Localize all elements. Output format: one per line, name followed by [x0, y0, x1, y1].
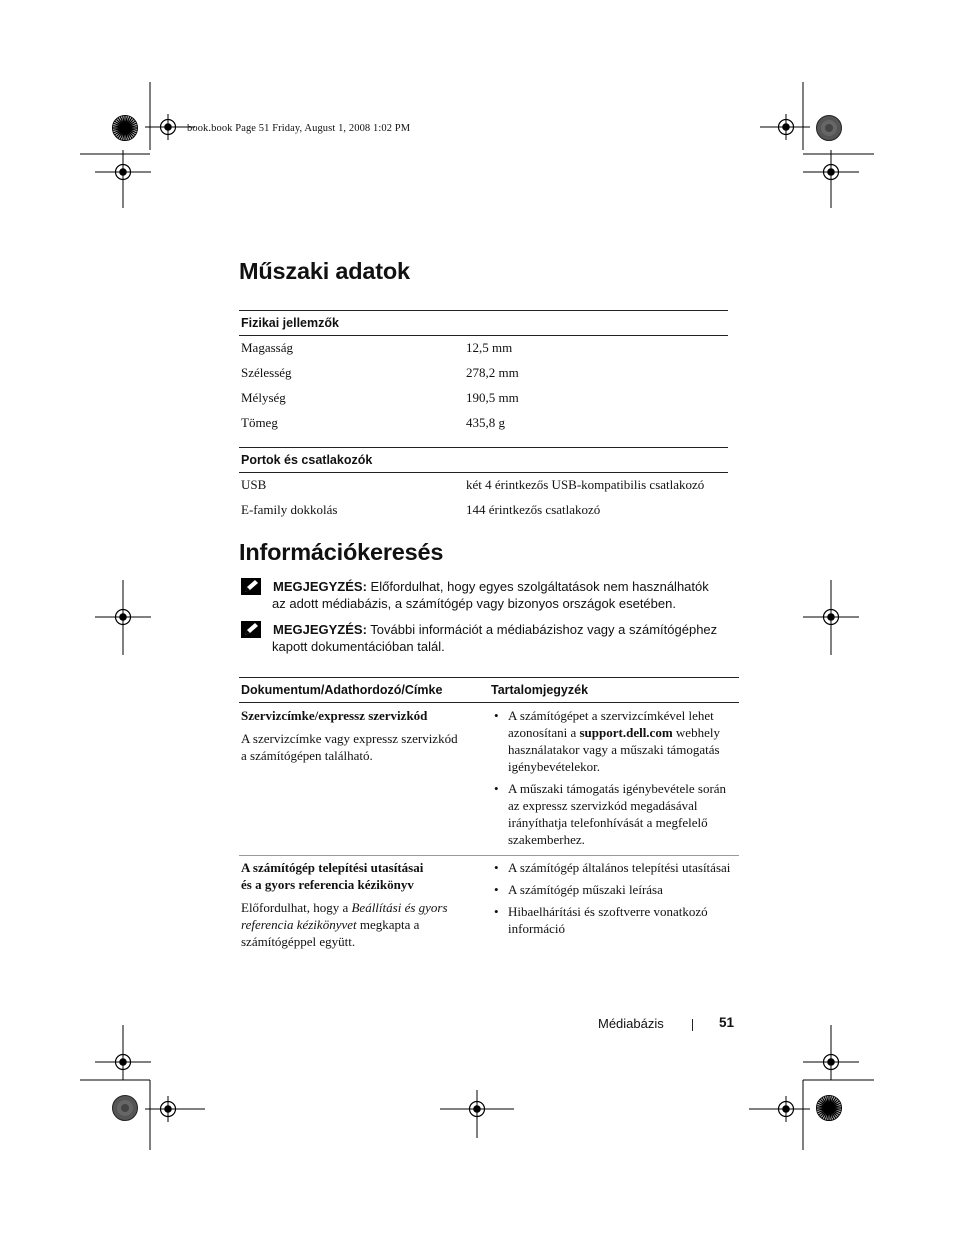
column-header-document: Dokumentum/Adathordozó/Címke	[241, 683, 443, 697]
row-description: A szervizcímke vagy expressz szervizkód	[241, 731, 458, 746]
list-item: • A számítógép műszaki leírása	[490, 881, 740, 898]
section-title-specs: Műszaki adatok	[239, 258, 410, 284]
page-number: 51	[719, 1015, 735, 1030]
spec-key: Mélység	[241, 390, 286, 405]
spec-key: E-family dokkolás	[241, 502, 338, 517]
table-row	[239, 498, 728, 523]
print-header: book.book Page 51 Friday, August 1, 2008 1:02 PM	[187, 123, 411, 134]
table-heading: Portok és csatlakozók	[239, 447, 728, 473]
spec-value: 190,5 mm	[466, 390, 519, 405]
row-title: A számítógép telepítési utasításai	[241, 860, 424, 875]
footer-separator	[692, 1019, 693, 1031]
physical-specs-table	[239, 310, 728, 436]
row-title: Szervizcímke/expressz szervizkód	[241, 708, 428, 723]
note-text: További információt a médiabázishoz vagy a számítógéphez	[366, 622, 718, 637]
note-label: MEGJEGYZÉS:	[273, 622, 367, 637]
spec-value: 278,2 mm	[466, 365, 519, 380]
list-item: • A számítógép általános telepítési utasításai	[490, 859, 740, 876]
spec-value: két 4 érintkezős USB-kompatibilis csatlakozó	[466, 477, 705, 492]
spec-key: Tömeg	[241, 415, 278, 430]
note-text: Előfordulhat, hogy egyes szolgáltatások nem használhatók	[366, 579, 709, 594]
note-pencil-icon	[241, 578, 261, 595]
spec-key: Magasság	[241, 340, 293, 355]
table-row	[239, 361, 728, 386]
note-text: az adott médiabázis, a számítógép vagy bizonyos országok esetében.	[272, 596, 676, 611]
table-row	[239, 336, 728, 361]
list-item: • A műszaki támogatás igénybevétele során az expressz szervizkód megadásával irányíthatja telefonhívását a megfelelő szakemberhez.	[490, 780, 740, 848]
row-title: és a gyors referencia kézikönyv	[241, 877, 414, 892]
list-item: • Hibaelhárítási és szoftverre vonatkozó információ	[490, 903, 740, 937]
ports-table	[239, 447, 728, 523]
table-row	[239, 703, 739, 856]
spec-value: 144 érintkezős csatlakozó	[466, 502, 601, 517]
column-header-contents: Tartalomjegyzék	[491, 683, 589, 697]
table-row	[239, 386, 728, 411]
row-description: a számítógépen található.	[241, 748, 373, 763]
table-row	[239, 856, 739, 966]
note-label: MEGJEGYZÉS:	[273, 579, 367, 594]
row-description: referencia kézikönyvet megkapta a	[241, 917, 420, 932]
list-item: • A számítógépet a szervizcímkével lehet azonosítani a support.dell.com webhely használatakor vagy a műszaki támogatás igénybevételekor.	[490, 707, 740, 775]
footer-chapter-title: Médiabázis	[598, 1016, 664, 1031]
table-row	[239, 411, 728, 436]
info-resources-table	[239, 677, 739, 966]
spec-value: 435,8 g	[466, 415, 505, 430]
table-heading: Fizikai jellemzők	[239, 310, 728, 336]
table-row	[239, 473, 728, 498]
row-description: Előfordulhat, hogy a Beállítási és gyors	[241, 900, 448, 915]
note-2	[241, 621, 741, 655]
spec-key: USB	[241, 477, 267, 492]
table-header	[239, 677, 739, 703]
note-text: kapott dokumentációban talál.	[272, 639, 445, 654]
row-description: számítógéppel együtt.	[241, 934, 356, 949]
section-title-info: Információkeresés	[239, 539, 444, 565]
spec-key: Szélesség	[241, 365, 292, 380]
note-1	[241, 578, 741, 612]
note-pencil-icon	[241, 621, 261, 638]
website-link: support.dell.com	[579, 725, 673, 740]
spec-value: 12,5 mm	[466, 340, 513, 355]
